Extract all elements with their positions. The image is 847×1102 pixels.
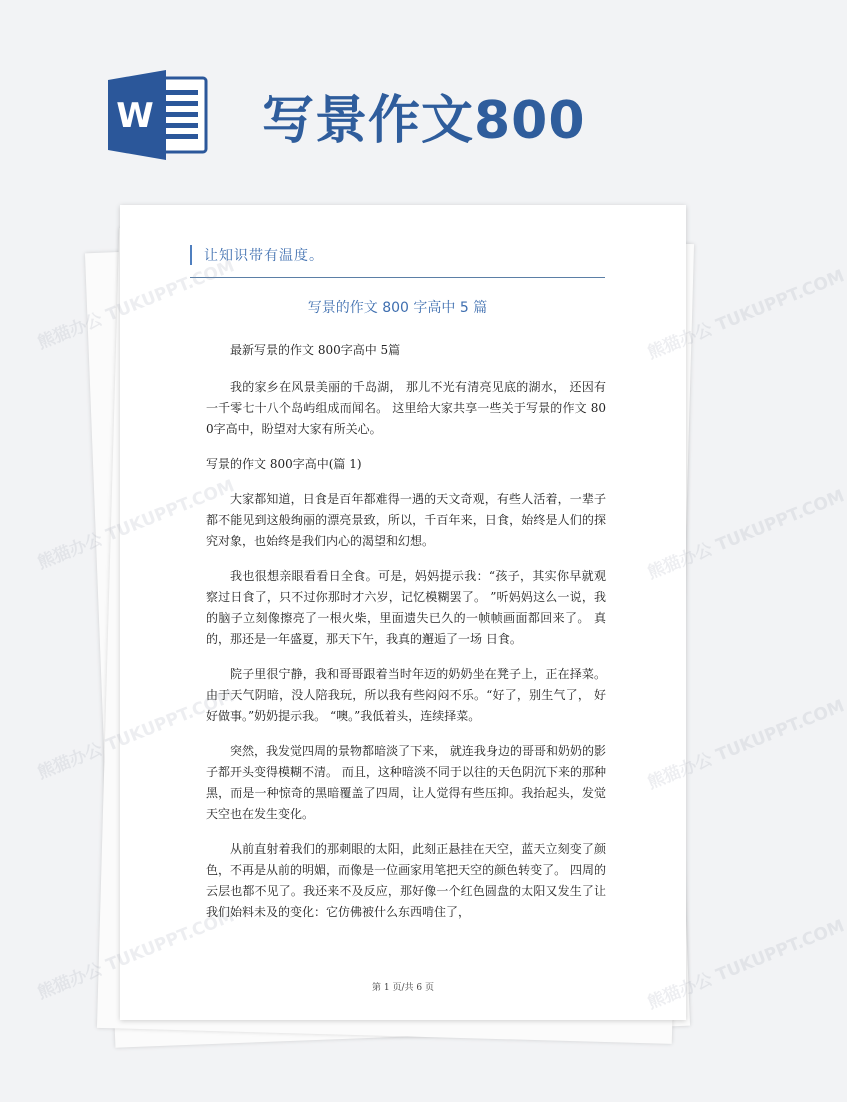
watermark: 熊猫办公 xyxy=(34,529,106,574)
watermark: 熊猫办公 xyxy=(34,739,106,784)
banner-header xyxy=(0,0,780,200)
page-number: 第 1 页/共 6 页 xyxy=(372,983,434,993)
paragraph: 我也很想亲眼看看日全食。可是，妈妈提示我：“孩子，其实你早就观察过日食了，只不过你那时才六岁，记忆模糊罢了。 ”听妈妈这么一说，我的脑子立刻像擦亮了一根火柴，里面遗失已久的一帧帧画面都回来了。 真的，那还是一年盛夏，那天下午，我真的邂逅了一场 日食。 xyxy=(206,569,606,646)
document-page xyxy=(120,205,686,1020)
tagline: 让知识带有温度。 xyxy=(204,248,324,264)
section-heading: 写景的作文 800字高中(篇 1) xyxy=(206,457,362,471)
svg-text:W: W xyxy=(116,96,154,136)
document-title: 写景的作文 800 字高中 5 篇 xyxy=(307,300,488,316)
watermark: 熊猫办公 xyxy=(34,959,106,1004)
watermark: 熊猫办公 TUKUPPT.COM xyxy=(644,266,847,364)
paragraph: 最新写景的作文 800字高中 5篇 xyxy=(230,343,401,357)
paragraph: 大家都知道，日食是百年都难得一遇的天文奇观，有些人活着，一辈子都不能见到这般绚丽的漂亮景致，所以，千百年来，日食，始终是人们的探究对象，也始终是我们内心的渴望和幻想。 xyxy=(206,492,606,548)
paragraph: 突然，我发觉四周的景物都暗淡了下来， 就连我身边的哥哥和奶奶的影子都开头变得模糊不清。 而且，这种暗淡不同于以往的天色阴沉下来的那种黑，而是一种惊奇的黑暗覆盖了四周，让人觉得有些压抑。我抬起头，发觉天空也在发生变化。 xyxy=(206,744,606,821)
paragraph: 从前直射着我们的那刺眼的太阳，此刻正悬挂在天空，蓝天立刻变了颜色，不再是从前的明媚，而像是一位画家用笔把天空的颜色转变了。 四周的云层也都不见了。我还来不及反应，那好像一个红色圆盘的太阳又发生了让我们始料未及的变化：它仿佛被什么东西啃住了， xyxy=(206,842,606,919)
word-document-icon xyxy=(108,70,208,160)
watermark: 熊猫办公 TUKUPPT.COM xyxy=(644,696,847,794)
tagline-accent-bar xyxy=(190,245,192,265)
banner-title: 写景作文800 xyxy=(262,91,586,151)
document-body xyxy=(206,340,606,937)
header-rule xyxy=(190,277,605,278)
paragraph: 院子里很宁静，我和哥哥跟着当时年迈的奶奶坐在凳子上，正在择菜。由于天气阴暗，没人陪我玩，所以我有些闷闷不乐。“好了，别生气了， 好好做事。”奶奶提示我。 “噢。”我低着头，连续择菜。 xyxy=(206,667,606,723)
paragraph: 我的家乡在风景美丽的千岛湖， 那儿不光有清亮见底的湖水， 还因有一千零七十八个岛屿组成而闻名。 这里给大家共享一些关于写景的作文 800字高中，盼望对大家有所关心。 xyxy=(206,380,606,436)
watermark: 熊猫办公 xyxy=(34,309,106,354)
watermark: 熊猫办公 TUKUPPT.COM xyxy=(644,486,847,584)
watermark: 熊猫办公 TUKUPPT.COM xyxy=(644,916,847,1014)
